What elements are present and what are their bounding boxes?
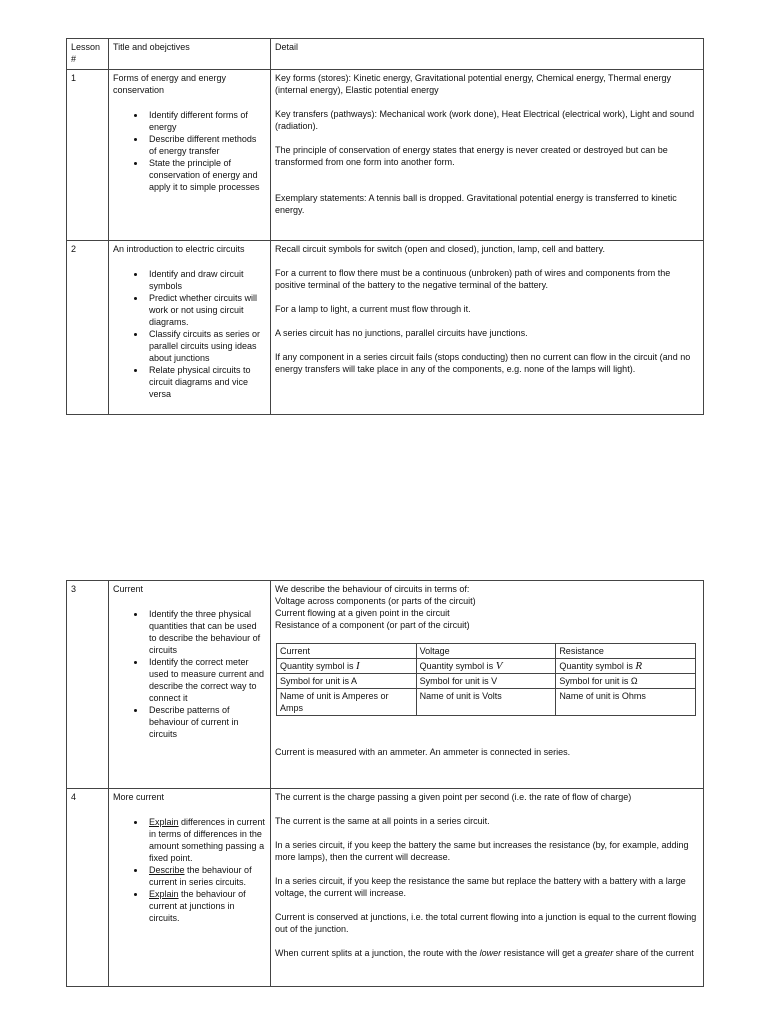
quantity-symbol-cell xyxy=(416,659,556,674)
detail-paragraph: The current is the charge passing a given point per second (i.e. the rate of flow of charge) xyxy=(275,792,632,802)
quantity-symbol: V xyxy=(495,660,503,672)
intro-line: Current flowing at a given point in the circuit xyxy=(275,608,450,618)
detail-paragraph xyxy=(275,947,699,959)
quantity-header: Current xyxy=(277,644,417,659)
lesson-number: 1 xyxy=(67,70,109,241)
intro-line: We describe the behaviour of circuits in terms of: xyxy=(275,584,470,594)
quantity-symbol-label: Quantity symbol is xyxy=(280,661,354,671)
detail-paragraph: In a series circuit, if you keep the resistance the same but replace the battery with a battery with a large voltage, the current will increase. xyxy=(275,876,686,898)
lesson-title-cell xyxy=(109,241,271,415)
lesson-title-cell xyxy=(109,581,271,789)
detail-text: resistance will get a xyxy=(501,948,585,958)
quantities-row xyxy=(277,689,696,716)
detail-text: When current splits at a junction, the route with the xyxy=(275,948,480,958)
list-item xyxy=(146,816,266,864)
quantity-symbol-cell xyxy=(556,659,696,674)
intro-line: Voltage across components (or parts of the circuit) xyxy=(275,596,476,606)
detail-paragraph: Recall circuit symbols for switch (open and closed), junction, lamp, cell and battery. xyxy=(275,244,605,254)
quantities-table xyxy=(276,643,696,716)
detail-cell xyxy=(271,70,704,241)
objective-verb: Explain xyxy=(149,889,179,899)
list-item: • Predict whether circuits will work or not using circuit diagrams. xyxy=(146,292,266,328)
objective-text: differences in current in terms of differences in the amount something passing a fixed point. xyxy=(149,817,265,863)
quantity-symbol-label: Quantity symbol is xyxy=(559,661,633,671)
objective-verb: Describe xyxy=(149,865,185,875)
detail-paragraph: A series circuit has no junctions, parallel circuits have junctions. xyxy=(275,328,528,338)
list-item: • Identify the three physical quantities that can be used to describe the behaviour of circuits xyxy=(146,608,266,656)
detail-paragraph: In a series circuit, if you keep the battery the same but increases the resistance (by, for example, adding more lamps), then the current will decrease. xyxy=(275,840,689,862)
objectives-list xyxy=(113,268,266,400)
objectives-list xyxy=(113,608,266,740)
lesson-table-2 xyxy=(66,580,704,987)
list-item xyxy=(146,864,266,888)
quantity-header: Voltage xyxy=(416,644,556,659)
emphasis-text: greater xyxy=(584,948,614,958)
list-item xyxy=(146,888,266,924)
unit-name: Name of unit is Ohms xyxy=(556,689,696,716)
detail-cell xyxy=(271,789,704,987)
quantity-header: Resistance xyxy=(556,644,696,659)
detail-paragraph: Key forms (stores): Kinetic energy, Gravitational potential energy, Chemical energy, Thermal energy (internal energy), Elastic potential energy xyxy=(275,73,672,95)
unit-symbol: Symbol for unit is Ω xyxy=(556,674,696,689)
table-header-row xyxy=(67,39,704,70)
list-item: • State the principle of conservation of energy and apply it to simple processes xyxy=(146,157,266,193)
list-item: • Identify and draw circuit symbols xyxy=(146,268,266,292)
lesson-title-cell xyxy=(109,70,271,241)
table-row xyxy=(67,581,704,789)
detail-paragraph: If any component in a series circuit fails (stops conducting) then no current can flow in the circuit (and no energy transfers will take place in any of the components, e.g. none of the lamps will light). xyxy=(275,352,691,374)
table-row xyxy=(67,789,704,987)
unit-symbol: Symbol for unit is V xyxy=(416,674,556,689)
unit-symbol: Symbol for unit is A xyxy=(277,674,417,689)
list-item: • Identify different forms of energy xyxy=(146,109,266,133)
detail-paragraph: The principle of conservation of energy states that energy is never created or destroyed but can be transformed from one form into another form. xyxy=(275,145,668,167)
lesson-number: 4 xyxy=(67,789,109,987)
quantity-symbol-cell xyxy=(277,659,417,674)
header-title: Title and obejctives xyxy=(109,39,271,70)
table-row xyxy=(67,70,704,241)
intro-lines xyxy=(275,583,699,631)
lesson-table-1 xyxy=(66,38,704,415)
header-lesson: Lesson # xyxy=(67,39,109,70)
quantity-symbol: R xyxy=(635,660,643,672)
objective-text: the behaviour of current in series circuits. xyxy=(149,865,252,887)
lesson-title: An introduction to electric circuits xyxy=(113,244,245,254)
detail-paragraph: Current is measured with an ammeter. An ammeter is connected in series. xyxy=(275,747,571,757)
list-item: • Relate physical circuits to circuit diagrams and vice versa xyxy=(146,364,266,400)
lesson-title: More current xyxy=(113,792,165,802)
list-item: • Identify the correct meter used to measure current and describe the correct way to connect it xyxy=(146,656,266,704)
intro-line: Resistance of a component (or part of the circuit) xyxy=(275,620,470,630)
detail-paragraph: For a current to flow there must be a continuous (unbroken) path of wires and components from the positive terminal of the battery to the negative terminal of the battery. xyxy=(275,268,671,290)
detail-paragraph: Exemplary statements: A tennis ball is dropped. Gravitational potential energy is transferred to kinetic energy. xyxy=(275,193,677,215)
header-detail: Detail xyxy=(271,39,704,70)
quantity-symbol-label: Quantity symbol is xyxy=(419,661,494,671)
detail-cell xyxy=(271,241,704,415)
emphasis-text: lower xyxy=(479,948,502,958)
quantities-row xyxy=(277,659,696,674)
unit-name: Name of unit is Volts xyxy=(416,689,556,716)
quantities-row xyxy=(277,674,696,689)
unit-name: Name of unit is Amperes or Amps xyxy=(277,689,417,716)
list-item: • Classify circuits as series or parallel circuits using ideas about junctions xyxy=(146,328,266,364)
detail-paragraph: The current is the same at all points in a series circuit. xyxy=(275,816,490,826)
lesson-number: 2 xyxy=(67,241,109,415)
quantity-symbol: I xyxy=(356,660,360,672)
detail-paragraph: Key transfers (pathways): Mechanical work (work done), Heat Electrical (electrical work), Light and sound (radiation). xyxy=(275,109,695,131)
detail-text: share of the current xyxy=(613,948,694,958)
lesson-title: Forms of energy and energy conservation xyxy=(113,73,227,95)
lesson-title: Current xyxy=(113,584,144,594)
list-item: • Describe patterns of behaviour of current in circuits xyxy=(146,704,266,740)
objective-text: the behaviour of current at junctions in circuits. xyxy=(149,889,246,923)
objectives-list xyxy=(113,816,266,924)
detail-cell xyxy=(271,581,704,789)
objectives-list xyxy=(113,109,266,193)
objective-verb: Explain xyxy=(149,817,179,827)
lesson-number: 3 xyxy=(67,581,109,789)
detail-paragraph: For a lamp to light, a current must flow through it. xyxy=(275,304,471,314)
quantities-header-row xyxy=(277,644,696,659)
list-item: • Describe different methods of energy transfer xyxy=(146,133,266,157)
table-row xyxy=(67,241,704,415)
lesson-title-cell xyxy=(109,789,271,987)
detail-paragraph: Current is conserved at junctions, i.e. the total current flowing into a junction is equal to the current flowing out of the junction. xyxy=(275,912,697,934)
